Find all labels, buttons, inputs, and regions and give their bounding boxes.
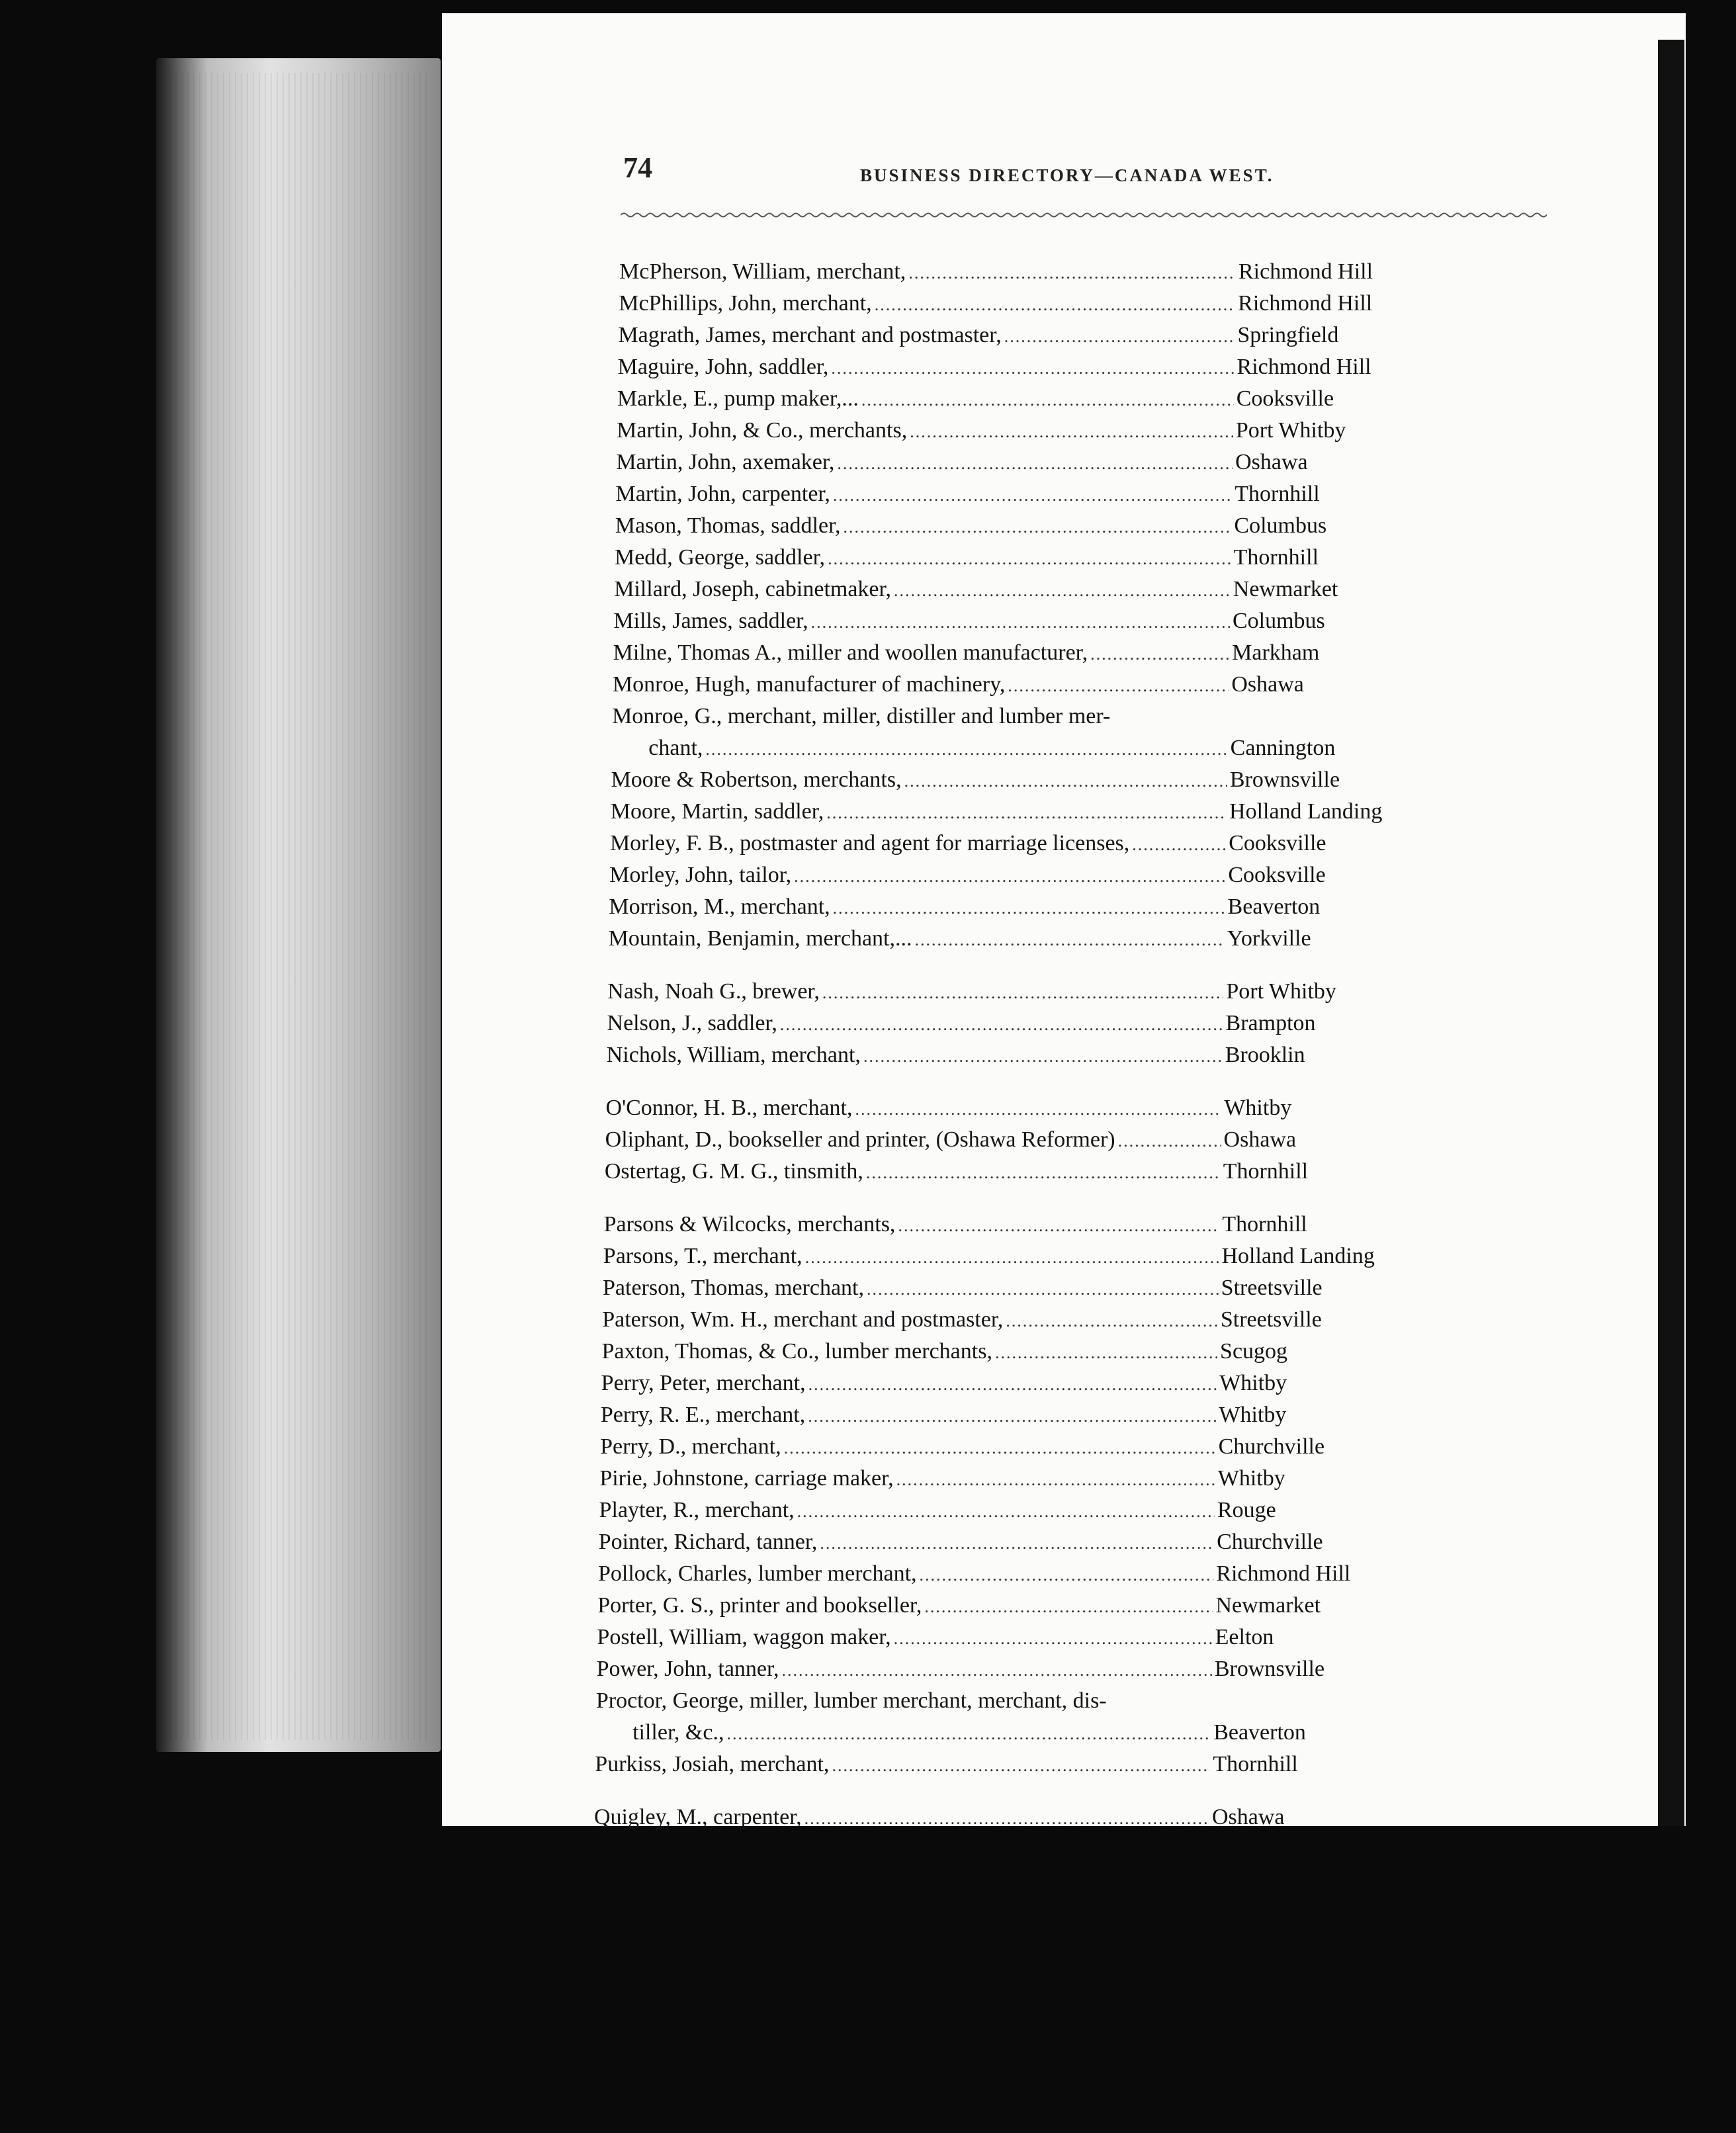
page-number: 74 — [623, 152, 652, 184]
entry-name: Mountain, Benjamin, merchant,... — [608, 926, 912, 951]
directory-entry — [597, 1657, 1324, 1682]
leader-dots — [915, 930, 1225, 950]
leader-dots — [826, 803, 1227, 823]
directory-entry — [613, 609, 1324, 634]
leader-dots — [1004, 327, 1235, 347]
entry-place: Whitby — [1219, 1403, 1287, 1427]
directory-entry — [605, 1159, 1308, 1184]
entry-place: Oshawa — [1223, 1127, 1297, 1152]
leader-dots — [910, 422, 1233, 442]
directory-entry — [602, 1307, 1322, 1332]
entry-place: Columbus — [1234, 513, 1327, 538]
directory-entry — [613, 640, 1320, 666]
directory-entry-continuation — [632, 1720, 1306, 1745]
entry-place: Streetsville — [1220, 1307, 1322, 1332]
directory-entry — [607, 979, 1336, 1004]
entry-place: Brampton — [1225, 1011, 1316, 1035]
directory-entry — [601, 1403, 1287, 1428]
entry-place: Cooksville — [1228, 863, 1326, 887]
leader-dots — [794, 867, 1225, 887]
leader-dots — [863, 1047, 1223, 1066]
entry-place: Port Whitby — [1226, 979, 1336, 1004]
entry-place: Brooklin — [1225, 1043, 1305, 1067]
directory-entry — [609, 926, 1311, 951]
leader-dots — [894, 581, 1231, 601]
leader-dots — [920, 1565, 1214, 1585]
entry-name: Moore, Martin, saddler, — [610, 799, 824, 824]
directory-entry — [612, 704, 1110, 729]
entry-name: Paxton, Thomas, & Co., lumber merchants, — [601, 1339, 992, 1364]
entry-place: Scugog — [1220, 1339, 1288, 1364]
leader-dots — [894, 1629, 1213, 1649]
directory-entry-continuation — [648, 736, 1335, 761]
directory-entry — [598, 1561, 1350, 1587]
leader-dots — [898, 1216, 1219, 1236]
entry-place: Cooksville — [1236, 386, 1334, 411]
entry-place: Newmarket — [1233, 577, 1338, 601]
leader-dots — [780, 1015, 1223, 1035]
entry-name: Pirie, Johnstone, carriage maker, — [599, 1466, 894, 1491]
leader-dots — [822, 983, 1223, 1003]
leader-dots — [833, 898, 1225, 918]
entry-place: Holland Landing — [1229, 799, 1383, 824]
directory-entry — [596, 1688, 1107, 1714]
leader-dots — [924, 1597, 1213, 1617]
leader-dots — [1132, 835, 1226, 855]
entry-place: Thornhill — [1222, 1212, 1307, 1237]
entry-name: Martin, John, carpenter, — [615, 482, 830, 506]
entry-name: Morley, John, tailor, — [609, 863, 792, 887]
entry-name: Playter, R., merchant, — [599, 1498, 795, 1522]
entry-name: Milne, Thomas A., miller and woollen manufacturer, — [613, 640, 1088, 665]
entry-place: Columbus — [1232, 609, 1325, 633]
entry-name: Oliphant, D., bookseller and printer, (Oshawa Reformer) — [605, 1127, 1115, 1152]
directory-entry — [595, 1752, 1298, 1777]
entry-place: Churchville — [1217, 1530, 1323, 1554]
entry-place: Thornhill — [1213, 1752, 1298, 1776]
entry-place: Whitby — [1224, 1096, 1292, 1120]
entry-name: Quigley, M., carpenter, — [594, 1805, 802, 1829]
entry-place: Beaverton — [1213, 1720, 1306, 1745]
entry-place: Port Whitby — [1235, 418, 1346, 443]
entry-name: Perry, Peter, merchant, — [601, 1371, 806, 1395]
entry-place: Holland Landing — [1221, 1244, 1375, 1268]
entry-name-continuation: chant, — [648, 736, 703, 760]
leader-dots — [908, 263, 1236, 283]
directory-entry — [618, 323, 1338, 348]
entry-name: Nelson, J., saddler, — [607, 1011, 777, 1035]
entry-name: Porter, G. S., printer and bookseller, — [597, 1593, 922, 1618]
directory-entry — [610, 831, 1326, 856]
entry-name: Medd, George, saddler, — [614, 545, 826, 570]
directory-entry — [619, 259, 1373, 284]
entry-place: Thornhill — [1223, 1159, 1309, 1184]
directory-entry — [615, 545, 1319, 570]
directory-entry — [616, 482, 1320, 507]
leader-dots — [797, 1502, 1215, 1522]
leader-dots — [861, 390, 1234, 410]
leader-dots — [844, 517, 1232, 537]
entry-place: Richmond Hill — [1216, 1561, 1351, 1586]
directory-entry — [607, 1043, 1305, 1068]
entry-place: Eelton — [1215, 1625, 1274, 1649]
directory-entry — [605, 1127, 1296, 1153]
leader-dots — [1008, 676, 1229, 696]
directory-entry — [616, 450, 1307, 475]
directory-entry — [604, 1212, 1307, 1237]
entry-place: Churchville — [1218, 1434, 1325, 1459]
entry-name: Proctor, George, miller, lumber merchant, merchant, dis- — [595, 1688, 1107, 1713]
entry-name: Parsons, T., merchant, — [603, 1244, 803, 1268]
entry-place: Beaverton — [1227, 894, 1321, 919]
entry-name: Morley, F. B., postmaster and agent for marriage licenses, — [609, 831, 1130, 855]
leader-dots — [808, 1407, 1216, 1426]
entry-name: Nash, Noah G., brewer, — [607, 979, 820, 1004]
entry-name: Monroe, G., merchant, miller, distiller and lumber mer- — [612, 704, 1111, 728]
entry-place: Richmond Hill — [1238, 291, 1373, 316]
leader-dots — [808, 1375, 1217, 1395]
directory-entry — [597, 1625, 1274, 1650]
directory-entry — [600, 1434, 1324, 1459]
entry-name: Paterson, Wm. H., merchant and postmaster, — [602, 1307, 1004, 1332]
entry-place: Cooksville — [1229, 831, 1326, 855]
entry-name: Magrath, James, merchant and postmaster, — [618, 323, 1002, 347]
entry-name: O'Connor, H. B., merchant, — [605, 1096, 853, 1120]
directory-entry — [607, 1011, 1316, 1036]
entry-name: Perry, D., merchant, — [600, 1434, 781, 1459]
entry-name: Mills, James, saddler, — [613, 609, 808, 633]
leader-dots — [781, 1661, 1211, 1680]
entry-name: Paterson, Thomas, merchant, — [603, 1276, 865, 1300]
header-wavy-rule — [621, 210, 1547, 220]
entry-name: Parsons & Wilcocks, merchants, — [603, 1212, 896, 1237]
directory-entry — [617, 386, 1334, 412]
directory-entry — [599, 1530, 1323, 1555]
directory-entry — [611, 799, 1383, 824]
leader-dots — [805, 1248, 1219, 1268]
leader-dots — [837, 454, 1233, 474]
leader-dots — [833, 486, 1232, 505]
directory-entry — [617, 418, 1346, 443]
leader-dots — [804, 1809, 1209, 1829]
leader-dots — [784, 1438, 1216, 1458]
entry-name: Morrison, M., merchant, — [609, 894, 830, 919]
entry-place: Oshawa — [1235, 450, 1308, 474]
directory-entry — [599, 1466, 1285, 1491]
entry-place: Cannington — [1230, 736, 1336, 760]
entry-name: Millard, Joseph, cabinetmaker, — [614, 577, 891, 601]
entry-place: Oshawa — [1231, 672, 1304, 697]
entry-place: Streetsville — [1221, 1276, 1323, 1300]
leader-dots — [995, 1343, 1217, 1363]
leader-dots — [831, 359, 1234, 378]
directory-entry — [615, 513, 1326, 539]
entry-name: Markle, E., pump maker,... — [617, 386, 859, 411]
leader-dots — [832, 1756, 1210, 1776]
entry-place: Oshawa — [1212, 1805, 1285, 1829]
entry-place: Rouge — [1217, 1498, 1276, 1522]
directory-entry — [597, 1593, 1321, 1618]
leader-dots — [811, 613, 1230, 632]
entry-name: Power, John, tanner, — [596, 1657, 779, 1681]
directory-entry — [611, 767, 1340, 793]
leader-dots — [705, 740, 1227, 760]
entry-name: Nichols, William, merchant, — [606, 1043, 861, 1067]
directory-entry — [594, 1805, 1285, 1830]
directory-entry — [609, 863, 1326, 888]
entry-name: Martin, John, axemaker, — [616, 450, 835, 474]
entry-place: Richmond Hill — [1238, 259, 1373, 284]
directory-entry — [599, 1498, 1276, 1523]
entry-place: Whitby — [1219, 1371, 1287, 1395]
entry-name: Perry, R. E., merchant, — [600, 1403, 806, 1427]
entry-place: Richmond Hill — [1237, 355, 1371, 379]
leader-dots — [896, 1470, 1215, 1490]
directory-entry — [603, 1244, 1375, 1269]
entry-name: Mason, Thomas, saddler, — [615, 513, 841, 538]
leader-dots — [866, 1163, 1221, 1183]
entry-place: Newmarket — [1215, 1593, 1321, 1618]
leader-dots — [875, 295, 1235, 315]
entry-place: Brownsville — [1214, 1657, 1325, 1681]
entry-name: Pointer, Richard, tanner, — [598, 1530, 818, 1554]
leader-dots — [904, 771, 1227, 791]
entry-name: McPhillips, John, merchant, — [619, 291, 872, 316]
entry-place: Thornhill — [1233, 545, 1319, 570]
entry-name: Pollock, Charles, lumber merchant, — [597, 1561, 917, 1586]
leader-dots — [726, 1724, 1211, 1744]
directory-entry — [614, 577, 1338, 602]
leader-dots — [1006, 1311, 1218, 1331]
entry-place: Whitby — [1217, 1466, 1285, 1491]
entry-name: Maguire, John, saddler, — [617, 355, 829, 379]
directory-entry — [601, 1371, 1287, 1396]
leader-dots — [1090, 644, 1229, 664]
entry-place: Brownsville — [1229, 767, 1340, 792]
entry-place: Springfield — [1237, 323, 1339, 347]
entry-name: Monroe, Hugh, manufacturer of machinery, — [612, 672, 1006, 697]
leader-dots — [1118, 1131, 1221, 1151]
directory-entry — [613, 672, 1304, 697]
entry-name-continuation: tiller, &c., — [632, 1720, 724, 1745]
directory-entry — [605, 1096, 1291, 1121]
entry-name: Ostertag, G. M. G., tinsmith, — [604, 1159, 863, 1184]
leader-dots — [867, 1280, 1219, 1299]
directory-entry — [619, 291, 1372, 316]
entry-name: Postell, William, waggon maker, — [597, 1625, 891, 1649]
entry-name: Moore & Robertson, merchants, — [611, 767, 902, 792]
entry-name: McPherson, William, merchant, — [619, 259, 906, 284]
running-header: BUSINESS DIRECTORY—CANADA WEST. — [860, 165, 1274, 185]
entry-place: Thornhill — [1235, 482, 1320, 506]
facing-page-shadow — [1658, 40, 1684, 1826]
leader-dots — [828, 549, 1231, 569]
directory-entry — [603, 1276, 1323, 1301]
page-edge-texture — [169, 73, 427, 1740]
entry-name: Martin, John, & Co., merchants, — [617, 418, 908, 443]
entry-name: Purkiss, Josiah, merchant, — [595, 1752, 830, 1776]
directory-entry — [609, 894, 1320, 920]
directory-entry — [618, 355, 1371, 380]
leader-dots — [820, 1534, 1214, 1553]
leader-dots — [855, 1100, 1221, 1119]
entry-place: Markham — [1232, 640, 1320, 665]
entry-place: Yorkville — [1227, 926, 1311, 951]
directory-entry — [601, 1339, 1287, 1364]
